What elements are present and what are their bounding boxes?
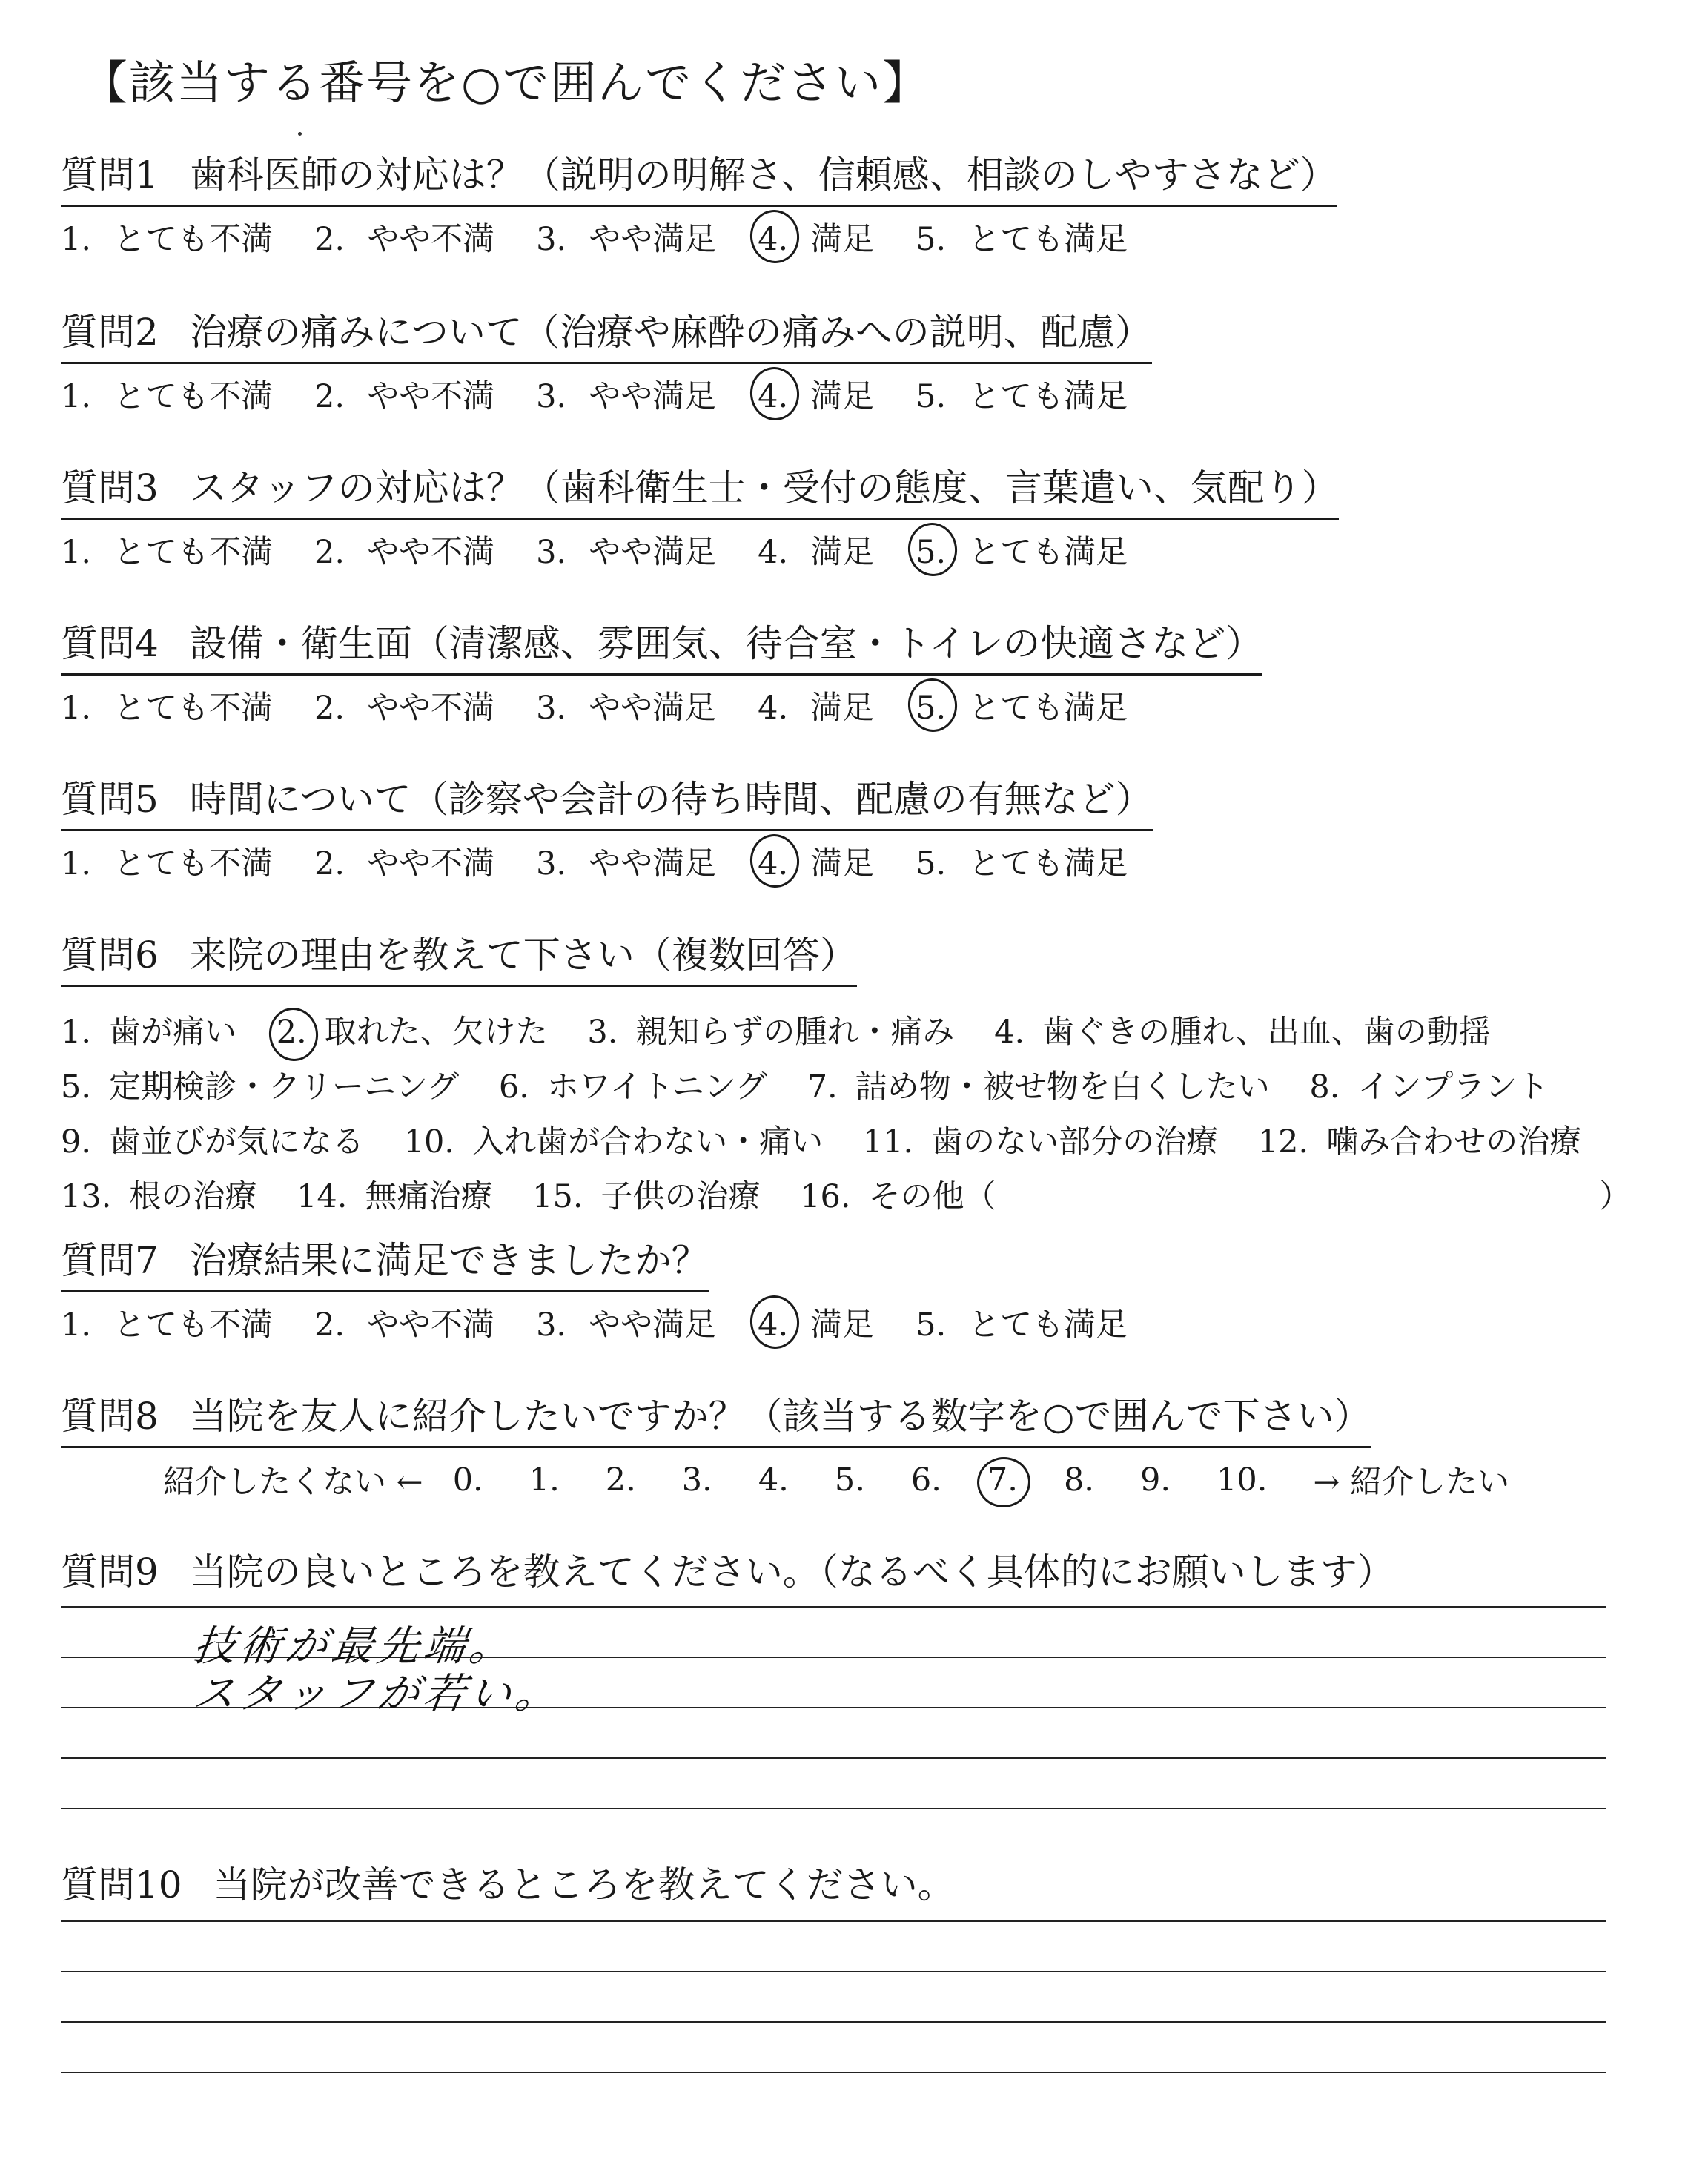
- option-2[interactable]: 2. やや不満: [314, 690, 495, 727]
- recommend-scale: [163, 1457, 1655, 1502]
- option-1[interactable]: 1. とても不満: [61, 845, 274, 882]
- option-1[interactable]: 1. とても不満: [61, 690, 274, 727]
- rating-scale: [61, 683, 1655, 728]
- score-0[interactable]: 0.: [452, 1461, 483, 1499]
- question-text: 当院の良いところを教えてください。（なるべく具体的にお願いします）: [189, 1550, 1394, 1593]
- handwritten-answer-1: 技術が最先端。: [190, 1622, 519, 1671]
- reason-option-11[interactable]: 11. 歯のない部分の治療: [862, 1123, 1219, 1160]
- reason-row: [61, 1005, 1655, 1060]
- question-heading: [61, 458, 1339, 520]
- question-heading: [61, 1387, 1371, 1448]
- question-heading: [61, 614, 1262, 676]
- question-number: 質問3: [61, 466, 159, 509]
- answer-line: [61, 2072, 1606, 2073]
- reason-option-9[interactable]: 9. 歯並びが気になる: [61, 1123, 365, 1160]
- option-5[interactable]: 5. とても満足: [916, 378, 1128, 415]
- question-text: 当院を友人に紹介したいですか？（該当する数字を○で囲んで下さい）: [189, 1395, 1371, 1438]
- question-number: 質問10: [61, 1863, 182, 1906]
- answer-line: [61, 2021, 1606, 2023]
- reason-option-5[interactable]: 5. 定期検診・クリーニング: [61, 1069, 460, 1106]
- question-8: [61, 1387, 1655, 1502]
- option-4-circled[interactable]: 4. 満足: [758, 214, 874, 260]
- option-3[interactable]: 3. やや満足: [536, 845, 717, 882]
- option-4[interactable]: 4. 満足: [758, 690, 875, 727]
- answer-line: [61, 1606, 1606, 1608]
- scale-right-label: → 紹介したい: [1313, 1464, 1510, 1501]
- question-heading: [61, 1542, 1655, 1596]
- question-10: [61, 1855, 1655, 1909]
- reason-option-2-circled[interactable]: 2. 取れた、欠けた: [277, 1005, 548, 1060]
- answer-line: [61, 1757, 1606, 1759]
- option-4[interactable]: 4. 満足: [758, 534, 875, 571]
- question-text: 来院の理由を教えて下さい（複数回答）: [189, 934, 857, 977]
- option-5[interactable]: 5. とても満足: [916, 1307, 1128, 1344]
- question-text: 当院が改善できるところを教えてください。: [213, 1863, 955, 1906]
- score-5[interactable]: 5.: [834, 1461, 865, 1499]
- rating-scale: [61, 527, 1655, 572]
- score-7-circled[interactable]: 7.: [987, 1461, 1018, 1499]
- reason-row: [61, 1060, 1655, 1114]
- reason-option-12[interactable]: 12. 噛み合わせの治療: [1257, 1123, 1582, 1160]
- reason-option-4[interactable]: 4. 歯ぐきの腫れ、出血、歯の動揺: [994, 1014, 1491, 1051]
- reason-option-8[interactable]: 8. インプラント: [1309, 1069, 1549, 1106]
- score-10[interactable]: 10.: [1217, 1461, 1268, 1499]
- question-heading: [61, 770, 1153, 831]
- question-text: 治療の痛みについて（治療や麻酔の痛みへの説明、配慮）: [189, 311, 1152, 354]
- page-title: 【該当する番号を○で囲んでください】: [82, 56, 930, 110]
- reason-option-15[interactable]: 15. 子供の治療: [532, 1178, 761, 1215]
- option-2[interactable]: 2. やや不満: [314, 1307, 495, 1344]
- question-heading: [61, 303, 1152, 364]
- answer-line: [61, 1808, 1606, 1809]
- question-heading: [61, 145, 1337, 207]
- question-1: [61, 145, 1655, 260]
- question-number: 質問4: [61, 622, 159, 665]
- option-4-circled[interactable]: 4. 満足: [758, 371, 874, 417]
- question-3: [61, 458, 1655, 572]
- reason-option-14[interactable]: 14. 無痛治療: [297, 1178, 493, 1215]
- scale-left-label: 紹介したくない ←: [163, 1464, 423, 1501]
- reason-option-13[interactable]: 13. 根の治療: [61, 1178, 257, 1215]
- option-3[interactable]: 3. やや満足: [536, 534, 717, 571]
- reason-options: [61, 1005, 1655, 1224]
- question-number: 質問5: [61, 778, 159, 821]
- option-1[interactable]: 1. とても不満: [61, 378, 274, 415]
- score-8[interactable]: 8.: [1063, 1461, 1094, 1499]
- question-text: 設備・衛生面（清潔感、雰囲気、待合室・トイレの快適さなど）: [189, 622, 1263, 665]
- option-5-circled[interactable]: 5. とても満足: [916, 527, 1128, 572]
- stray-dot: [298, 132, 302, 136]
- answer-line: [61, 1971, 1606, 1972]
- score-9[interactable]: 9.: [1139, 1461, 1171, 1499]
- question-heading: [61, 925, 857, 987]
- question-heading: [61, 1855, 1655, 1909]
- reason-option-3[interactable]: 3. 親知らずの腫れ・痛み: [587, 1014, 955, 1051]
- option-2[interactable]: 2. やや不満: [314, 221, 495, 258]
- option-2[interactable]: 2. やや不満: [314, 534, 495, 571]
- question-number: 質問1: [61, 153, 159, 196]
- question-number: 質問9: [61, 1550, 159, 1593]
- question-heading: [61, 1231, 709, 1292]
- question-2: [61, 303, 1655, 417]
- question-7: [61, 1231, 1655, 1345]
- question-number: 質問6: [61, 934, 159, 977]
- rating-scale: [61, 214, 1655, 260]
- score-2[interactable]: 2.: [605, 1461, 636, 1499]
- answer-lines-q10[interactable]: [61, 1920, 1606, 2122]
- reason-option-10[interactable]: 10. 入れ歯が合わない・痛い: [403, 1123, 824, 1160]
- score-1[interactable]: 1.: [529, 1461, 560, 1499]
- score-6[interactable]: 6.: [910, 1461, 941, 1499]
- question-6: [61, 925, 1655, 1224]
- question-5: [61, 770, 1655, 884]
- rating-scale: [61, 839, 1655, 884]
- option-3[interactable]: 3. やや満足: [536, 1307, 717, 1344]
- handwritten-answer-2: スタッフが若い。: [190, 1670, 565, 1718]
- reason-option-16[interactable]: 16. その他（: [800, 1178, 996, 1215]
- question-text: 治療結果に満足できましたか？: [189, 1239, 709, 1282]
- option-3[interactable]: 3. やや満足: [536, 690, 717, 727]
- option-1[interactable]: 1. とても不満: [61, 534, 274, 571]
- option-3[interactable]: 3. やや満足: [536, 221, 717, 258]
- option-3[interactable]: 3. やや満足: [536, 378, 717, 415]
- answer-line: [61, 1920, 1606, 1922]
- option-1[interactable]: 1. とても不満: [61, 1307, 274, 1344]
- reason-option-7[interactable]: 7. 詰め物・被せ物を白くしたい: [807, 1069, 1270, 1106]
- score-3[interactable]: 3.: [681, 1461, 712, 1499]
- option-5[interactable]: 5. とても満足: [916, 221, 1128, 258]
- question-number: 質問2: [61, 311, 159, 354]
- score-4[interactable]: 4.: [758, 1461, 789, 1499]
- option-2[interactable]: 2. やや不満: [314, 845, 495, 882]
- question-9: [61, 1542, 1655, 1596]
- reason-option-1[interactable]: 1. 歯が痛い: [61, 1014, 237, 1051]
- question-4: [61, 614, 1655, 728]
- reason-row: [61, 1169, 1655, 1224]
- option-4-circled[interactable]: 4. 満足: [758, 1300, 874, 1345]
- question-text: 時間について（診察や会計の待ち時間、配慮の有無など）: [189, 778, 1153, 821]
- option-5-circled[interactable]: 5. とても満足: [916, 683, 1128, 728]
- option-2[interactable]: 2. やや不満: [314, 378, 495, 415]
- rating-scale: [61, 371, 1655, 417]
- rating-scale: [61, 1300, 1655, 1345]
- question-number: 質問7: [61, 1239, 159, 1282]
- other-close: ）: [1599, 1178, 1632, 1215]
- question-text: 歯科医師の対応は？（説明の明解さ、信頼感、相談のしやすさなど）: [189, 153, 1337, 196]
- option-5[interactable]: 5. とても満足: [916, 845, 1128, 882]
- option-4-circled[interactable]: 4. 満足: [758, 839, 874, 884]
- question-text: スタッフの対応は？（歯科衛生士・受付の態度、言葉遣い、気配り）: [189, 466, 1339, 509]
- reason-option-6[interactable]: 6. ホワイトニング: [498, 1069, 768, 1106]
- option-1[interactable]: 1. とても不満: [61, 221, 274, 258]
- reason-row: [61, 1114, 1655, 1169]
- question-number: 質問8: [61, 1395, 159, 1438]
